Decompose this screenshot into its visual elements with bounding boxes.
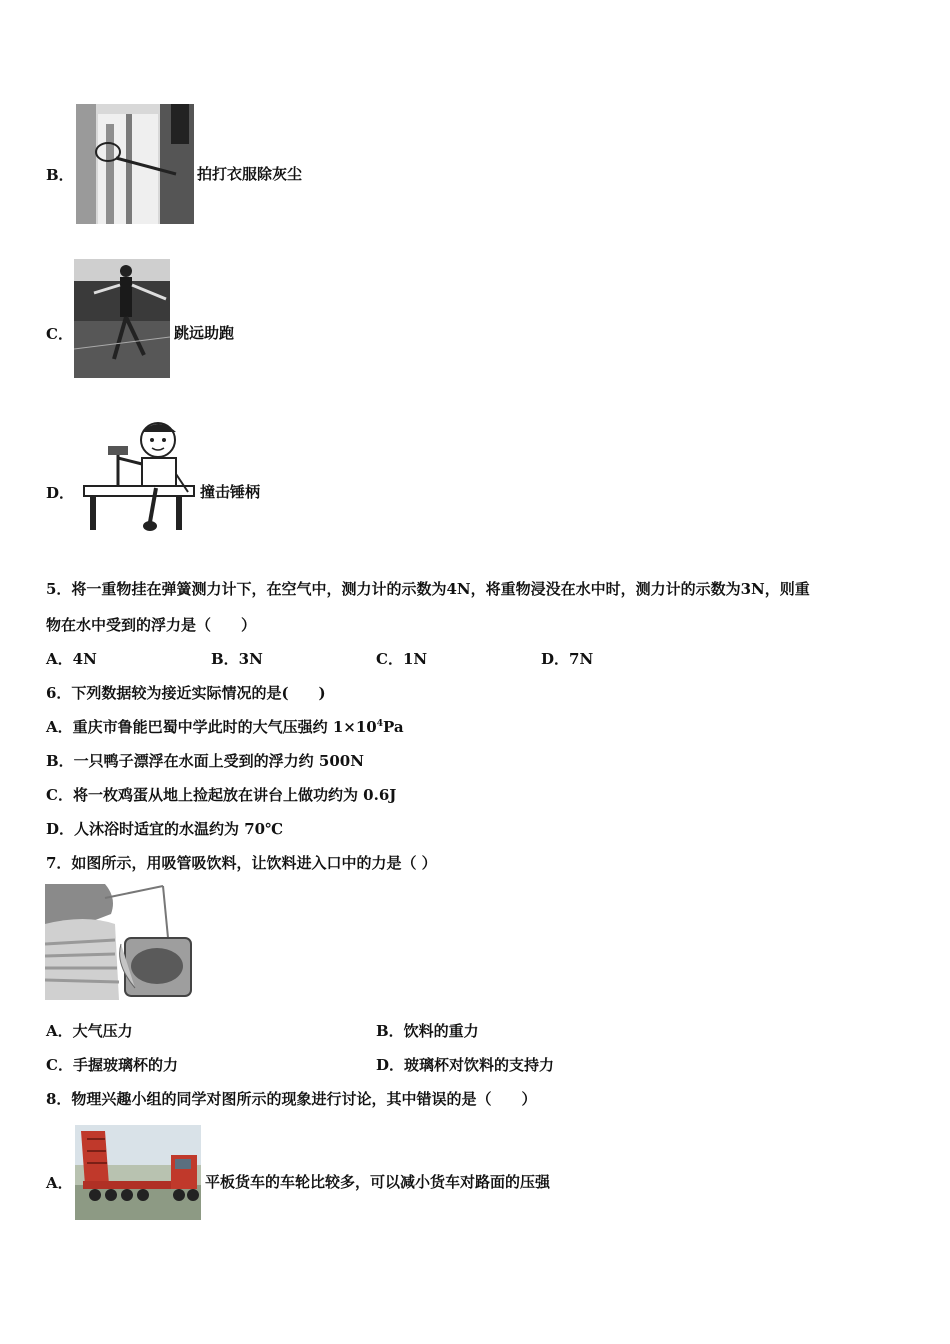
hammer-handle-illustration — [76, 418, 200, 538]
dust-beating-photo — [76, 104, 194, 224]
q8-option-a-label: A． — [46, 1174, 73, 1192]
q6-option-d: D．人沐浴时适宜的水温约为 70℃ — [46, 820, 284, 838]
flatbed-truck-photo — [75, 1125, 201, 1220]
q6-option-a-exponent: 4 — [376, 719, 384, 729]
q7-option-c: C．手握玻璃杯的力 — [46, 1056, 178, 1074]
q6-option-a-text: A．重庆市鲁能巴蜀中学此时的大气压强约 1×10 — [46, 718, 377, 736]
q6-option-a — [46, 717, 404, 737]
q5-option-c: C．1N — [376, 650, 428, 668]
q6-stem: 6．下列数据较为接近实际情况的是( ) — [46, 684, 326, 702]
long-jump-runup-photo — [74, 259, 170, 378]
q5-option-d: D．7N — [541, 650, 594, 668]
q4-option-c-caption: 跳远助跑 — [174, 324, 235, 342]
q4-option-d-caption: 撞击锤柄 — [200, 483, 261, 501]
q4-option-c-label: C． — [46, 325, 73, 343]
q6-option-c: C．将一枚鸡蛋从地上捡起放在讲台上做功约为 0.6J — [46, 786, 397, 804]
q4-option-b-caption: 拍打衣服除灰尘 — [197, 165, 303, 183]
q8-stem: 8．物理兴趣小组的同学对图所示的现象进行讨论，其中错误的是（ ） — [46, 1090, 537, 1108]
q7-option-a: A．大气压力 — [46, 1022, 133, 1040]
q5-stem-line2: 物在水中受到的浮力是（ ） — [46, 616, 257, 634]
q6-option-b: B．一只鸭子漂浮在水面上受到的浮力约 500N — [46, 752, 364, 770]
q4-option-b-label: B． — [46, 166, 74, 184]
q5-option-a: A．4N — [46, 650, 97, 668]
q7-option-d: D．玻璃杯对饮料的支持力 — [376, 1056, 555, 1074]
q7-option-b: B．饮料的重力 — [376, 1022, 479, 1040]
q5-option-b: B．3N — [211, 650, 263, 668]
q7-stem: 7．如图所示，用吸管吸饮料，让饮料进入口中的力是（ ） — [46, 854, 437, 872]
straw-drinking-photo — [45, 884, 195, 1000]
q6-option-a-unit: Pa — [383, 718, 404, 736]
q4-option-d-label: D． — [46, 484, 75, 502]
q5-stem-line1: 5．将一重物挂在弹簧测力计下，在空气中，测力计的示数为4N，将重物浸没在水中时，测力计的示数为3N，则重 — [46, 580, 810, 598]
q8-option-a-caption: 平板货车的车轮比较多，可以减小货车对路面的压强 — [205, 1173, 551, 1191]
